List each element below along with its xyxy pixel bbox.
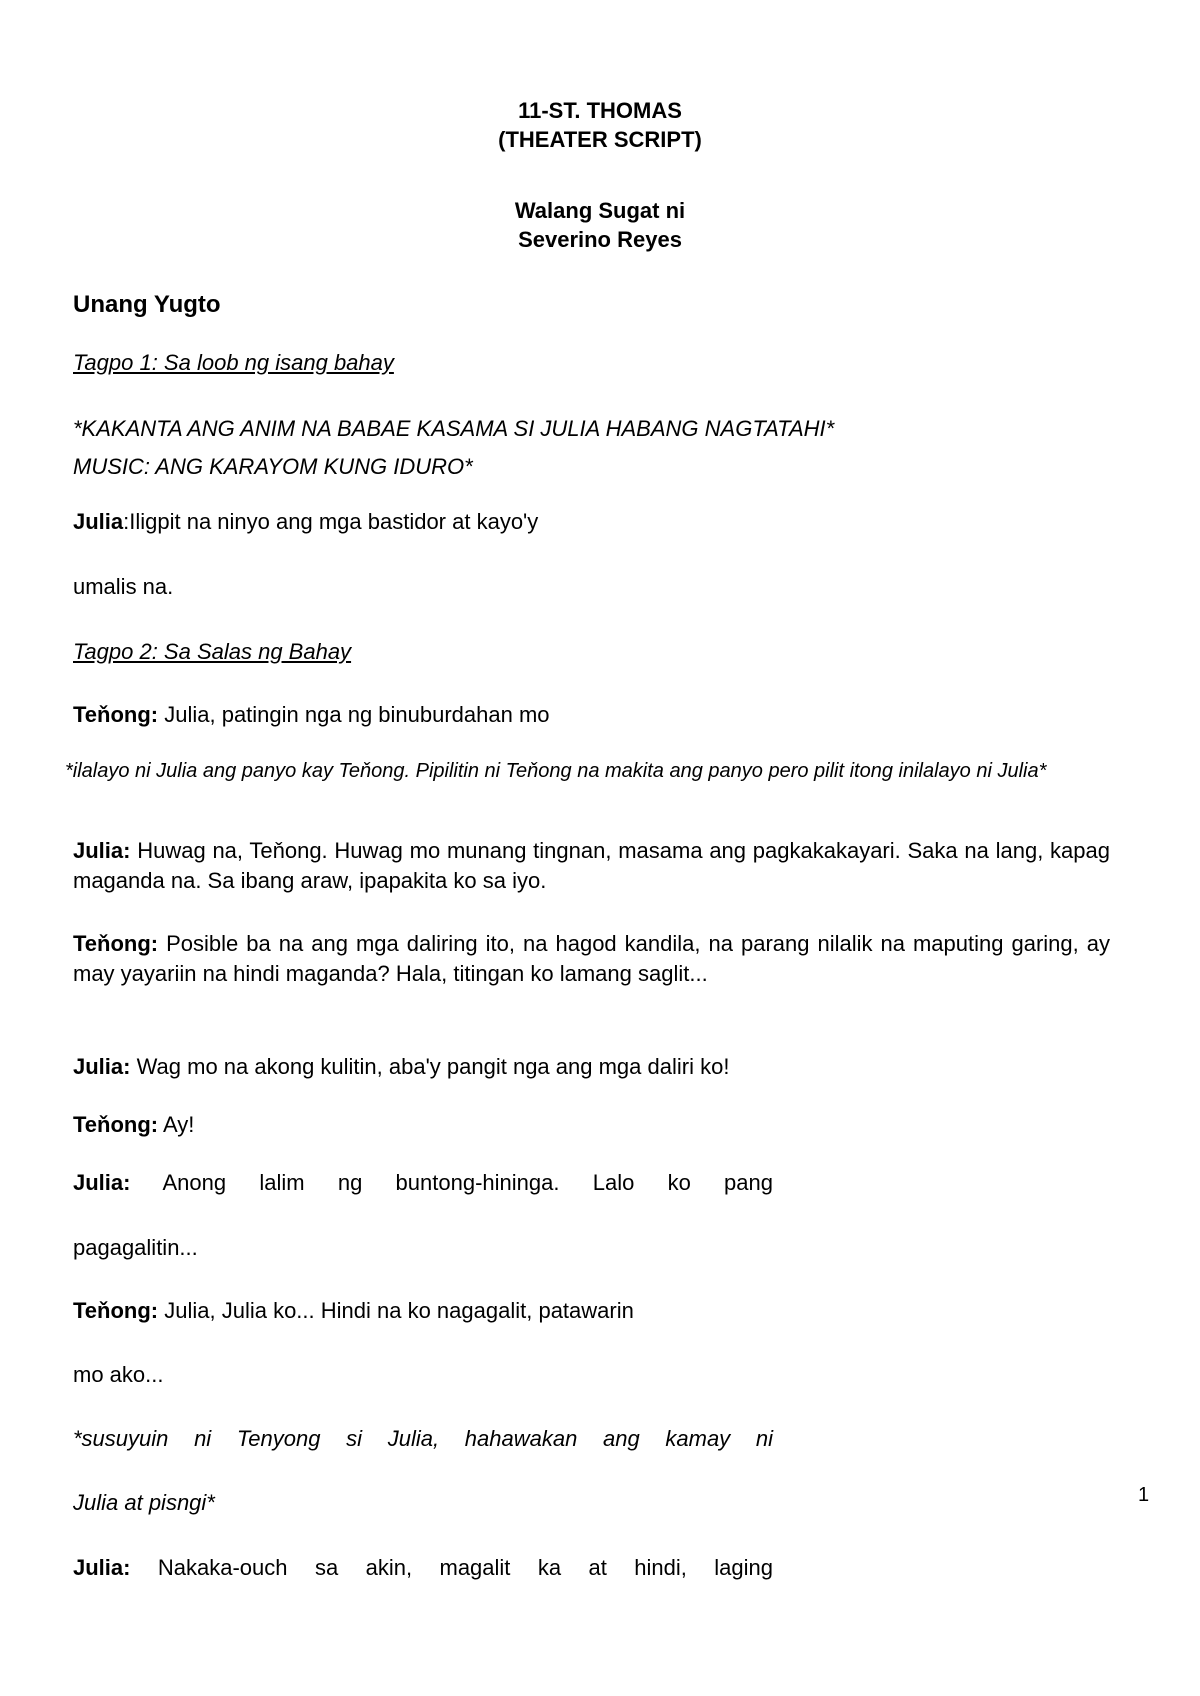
- dialogue-line: [73, 1296, 1110, 1326]
- dialogue-continuation: pagagalitin...: [73, 1235, 198, 1260]
- page-number: 1: [1138, 1484, 1150, 1506]
- stage-direction-song-line-2: MUSIC: ANG KARAYOM KUNG IDURO*: [73, 454, 473, 479]
- title-line-2: Severino Reyes: [518, 227, 682, 252]
- stage-direction: *susuyuin ni Tenyong si Julia, hahawakan ang kamay ni: [73, 1426, 773, 1451]
- dialogue-line: [73, 836, 1110, 896]
- speaker-name: Teňong:: [73, 931, 159, 956]
- dialogue-text: Ay!: [158, 1112, 195, 1137]
- dialogue-text: :Iligpit na ninyo ang mga bastidor at kayo'y: [123, 509, 539, 534]
- dialogue-continuation: mo ako...: [73, 1362, 164, 1387]
- title-line-1: Walang Sugat ni: [514, 198, 686, 223]
- dialogue-line: [73, 1168, 773, 1198]
- speaker-name: Julia:: [73, 1555, 131, 1580]
- act-heading: Unang Yugto: [73, 291, 221, 318]
- stage-direction: *ilalayo ni Julia ang panyo kay Teňong. Pipilitin ni Teňong na makita ang panyo pero pilit itong inilalayo ni Julia*: [65, 760, 1047, 782]
- scene-2-heading: Tagpo 2: Sa Salas ng Bahay: [73, 639, 352, 664]
- dialogue-text: Anong lalim ng buntong-hininga. Lalo ko pang: [130, 1170, 773, 1195]
- scene-1-heading: Tagpo 1: Sa loob ng isang bahay: [73, 350, 394, 375]
- stage-direction-song-line-1: *KAKANTA ANG ANIM NA BABAE KASAMA SI JULIA HABANG NAGTATAHI*: [73, 416, 835, 441]
- speaker-name: Teňong:: [73, 1298, 159, 1323]
- dialogue-line: [73, 1052, 1110, 1082]
- speaker-name: Julia: [73, 509, 124, 534]
- dialogue-text: Wag mo na akong kulitin, aba'y pangit nga ang mga daliri ko!: [130, 1054, 730, 1079]
- speaker-name: Julia:: [73, 1054, 131, 1079]
- speaker-name: Teňong:: [73, 702, 159, 727]
- dialogue-line: [73, 1110, 1110, 1140]
- dialogue-text: Huwag na, Teňong. Huwag mo munang tingnan, masama ang pagkakakayari. Saka na lang, kapag maganda na. Sa ibang araw, ipapakita ko sa iyo.: [73, 838, 1110, 893]
- dialogue-continuation: umalis na.: [73, 574, 174, 599]
- dialogue-text: Posible ba na ang mga daliring ito, na hagod kandila, na parang nilalik na maputing garing, ay may yayariin na hindi maganda? Hala, titingan ko lamang saglit...: [73, 931, 1110, 986]
- dialogue-line: [73, 929, 1110, 989]
- dialogue-line: [73, 700, 1110, 730]
- document-type: (THEATER SCRIPT): [498, 127, 702, 152]
- dialogue-text: Nakaka-ouch sa akin, magalit ka at hindi, laging: [130, 1555, 773, 1580]
- class-name: 11-ST. THOMAS: [518, 98, 682, 123]
- speaker-name: Julia:: [73, 1170, 131, 1195]
- speaker-name: Julia:: [73, 838, 131, 863]
- dialogue-text: Julia, Julia ko... Hindi na ko nagagalit, patawarin: [158, 1298, 634, 1323]
- dialogue-line: [73, 507, 1110, 537]
- stage-direction-continuation: Julia at pisngi*: [73, 1490, 215, 1515]
- dialogue-line: [73, 1553, 773, 1583]
- dialogue-text: Julia, patingin nga ng binuburdahan mo: [158, 702, 550, 727]
- speaker-name: Teňong:: [73, 1112, 159, 1137]
